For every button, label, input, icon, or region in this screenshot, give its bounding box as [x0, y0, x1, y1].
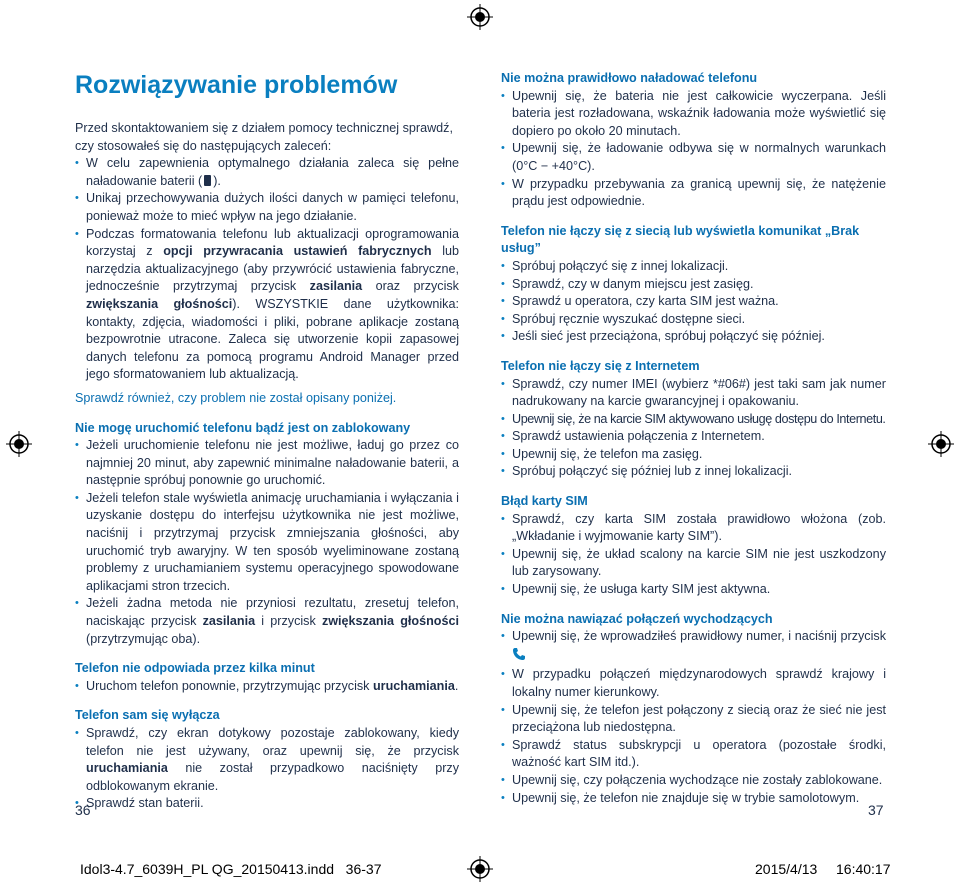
list-item: • W przypadku przebywania za granicą upewnij się, że natężenie prądu jest odpowiednie. — [501, 176, 886, 211]
list-item: • Upewnij się, że usługa karty SIM jest aktywna. — [501, 581, 886, 599]
registration-mark-icon — [467, 4, 493, 30]
page-title: Rozwiązywanie problemów — [75, 71, 398, 99]
list-item: • Podczas formatowania telefonu lub aktualizacji oprogramowania korzystaj z opcji przywracania ustawień fabrycznych lub narzędzia aktualizacyjnego (aby przywrócić ustawienia fabryczne, jednocześnie przytrzymaj przycisk zasilania oraz przycisk zwiększania głośności). WSZYSTKIE dane użytkownika: kontakty, zdjęcia, wiadomości i pliki, pobrane aplikacje zostaną bezpowrotnie utracone. Zaleca się utworzenie kopii zapasowej danych telefonu za pomocą programu Android Manager przed jego sformatowaniem lub aktualizacją. — [75, 226, 459, 384]
list-item: • Sprawdź ustawienia połączenia z Internetem. — [501, 428, 886, 446]
section-list — [75, 725, 459, 813]
footer-time: 16:40:17 — [836, 861, 891, 877]
list-item: • Sprawdź, czy ekran dotykowy pozostaje zablokowany, kiedy telefon nie jest używany, oraz upewnij się, że przycisk uruchamiania nie został przypadkowo naciśnięty przy odblokowanym ekranie. — [75, 725, 459, 795]
section-list — [501, 88, 886, 211]
list-item: • Jeśli sieć jest przeciążona, spróbuj połączyć się później. — [501, 328, 886, 346]
list-item: • Upewnij się, że telefon jest połączony z siecią oraz że sieć nie jest przeciążona lub niedostępna. — [501, 702, 886, 737]
page-number-left: 36 — [75, 802, 91, 818]
section-heading: Błąd karty SIM — [501, 494, 588, 509]
footer-filename: Idol3-4.7_6039H_PL QG_20150413.indd 36-37 — [80, 861, 382, 877]
list-item: • Upewnij się, że bateria nie jest całkowicie wyczerpana. Jeśli bateria jest rozładowana, wskaźnik ładowania może wyświetlić się dopiero po około 20 minutach. — [501, 88, 886, 141]
list-item: • Upewnij się, że na karcie SIM aktywowano usługę dostępu do Internetu. — [501, 411, 886, 429]
see-also-text: Sprawdź również, czy problem nie został opisany poniżej. — [75, 390, 397, 405]
intro-text: Przed skontaktowaniem się z działem pomocy technicznej sprawdź, czy stosowałeś się do następujących zaleceń: — [75, 121, 453, 153]
list-item: • Spróbuj ręcznie wyszukać dostępne sieci. — [501, 311, 886, 329]
list-item: • Upewnij się, że ładowanie odbywa się w normalnych warunkach (0°C − +40°C). — [501, 140, 886, 175]
section-heading: Nie można nawiązać połączeń wychodzących — [501, 611, 773, 626]
list-item: • W przypadku połączeń międzynarodowych sprawdź krajowy i lokalny numer kierunkowy. — [501, 666, 886, 701]
list-item: • Spróbuj połączyć się później lub z innej lokalizacji. — [501, 463, 886, 481]
list-item: • Upewnij się, że układ scalony na karcie SIM nie jest uszkodzony lub zarysowany. — [501, 546, 886, 581]
list-item: • Spróbuj połączyć się z innej lokalizacji. — [501, 258, 886, 276]
intro-list — [75, 155, 459, 384]
phone-call-icon — [512, 647, 526, 667]
section-list — [501, 628, 886, 807]
section-heading: Nie mogę uruchomić telefonu bądź jest on zablokowany — [75, 420, 411, 435]
section-list — [75, 437, 459, 648]
registration-mark-icon — [928, 431, 954, 457]
registration-mark-icon — [467, 856, 493, 882]
list-item: • Upewnij się, że telefon nie znajduje się w trybie samolotowym. — [501, 790, 886, 808]
list-item: • Unikaj przechowywania dużych ilości danych w pamięci telefonu, ponieważ może to mieć wpływ na jego działanie. — [75, 190, 459, 225]
section-heading: Telefon nie odpowiada przez kilka minut — [75, 661, 315, 676]
section-heading: Telefon nie łączy się z Internetem — [501, 358, 700, 373]
list-item: • W celu zapewnienia optymalnego działania zaleca się pełne naładowanie baterii ( ). — [75, 155, 459, 190]
list-item: • Sprawdź status subskrypcji u operatora (pozostałe środki, ważność kart SIM itd.). — [501, 737, 886, 772]
section-list — [75, 678, 459, 696]
battery-icon — [204, 175, 211, 186]
list-item: • Jeżeli telefon stale wyświetla animację uruchamiania i wyłączania i uzyskanie dostępu do interfejsu użytkownika nie jest możliwe, naciśnij i przytrzymaj przycisk zmniejszania głośności, aby uruchomić tryb awaryjny. W ten sposób wyeliminowane zostaną problemy z uruchamianiem systemu operacyjnego spowodowane aplikacjami stron trzecich. — [75, 490, 459, 596]
left-page — [75, 70, 459, 813]
section-list — [501, 511, 886, 599]
list-item: • Upewnij się, czy połączenia wychodzące nie zostały zablokowane. — [501, 772, 886, 790]
registration-mark-icon — [6, 431, 32, 457]
list-item: • Sprawdź, czy karta SIM została prawidłowo włożona (zob. „Wkładanie i wyjmowanie karty SIM”). — [501, 511, 886, 546]
section-heading: Nie można prawidłowo naładować telefonu — [501, 71, 758, 85]
list-item: • Sprawdź, czy numer IMEI (wybierz *#06#) jest taki sam jak numer nadrukowany na karcie gwarancyjnej i opakowaniu. — [501, 376, 886, 411]
list-item: • Sprawdź stan baterii. — [75, 795, 459, 813]
section-heading: Telefon sam się wyłącza — [75, 708, 220, 723]
list-item: • Upewnij się, że telefon ma zasięg. — [501, 446, 886, 464]
list-item: • Sprawdź, czy w danym miejscu jest zasięg. — [501, 276, 886, 294]
list-item: • Jeżeli żadna metoda nie przyniosi rezultatu, zresetuj telefon, naciskając przycisk zasilania i przycisk zwiększania głośności (przytrzymując oba). — [75, 595, 459, 648]
section-list — [501, 376, 886, 482]
page-number-right: 37 — [868, 802, 884, 818]
list-item: • Uruchom telefon ponownie, przytrzymując przycisk uruchamiania. — [75, 678, 459, 696]
section-heading: Telefon nie łączy się z siecią lub wyświetla komunikat „Brak usług” — [501, 223, 860, 256]
list-item: • Upewnij się, że wprowadziłeś prawidłowy numer, i naciśnij przycisk — [501, 628, 886, 666]
right-page — [501, 70, 886, 807]
list-item: • Jeżeli uruchomienie telefonu nie jest możliwe, ładuj go przez co najmniej 20 minut, aby zapewnić minimalne naładowanie baterii, a następnie spróbuj ponownie go uruchomić. — [75, 437, 459, 490]
list-item: • Sprawdź u operatora, czy karta SIM jest ważna. — [501, 293, 886, 311]
footer-date: 2015/4/13 — [755, 861, 818, 877]
section-list — [501, 258, 886, 346]
